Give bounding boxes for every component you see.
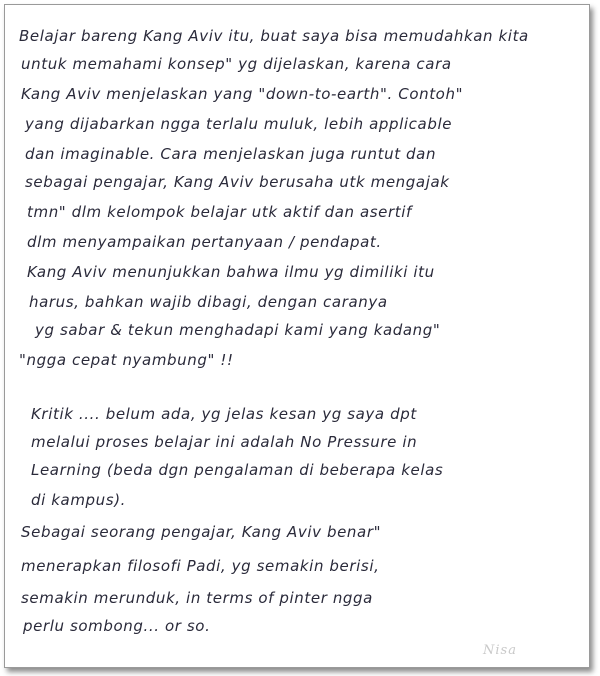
handwritten-note	[4, 4, 590, 668]
note-line: di kampus).	[31, 491, 127, 509]
note-line: untuk memahami konsep" yg dijelaskan, karena cara	[21, 55, 452, 73]
note-line: menerapkan filosofi Padi, yg semakin berisi,	[21, 557, 380, 575]
note-line: tmn" dlm kelompok belajar utk aktif dan asertif	[27, 203, 412, 221]
note-line: Kang Aviv menunjukkan bahwa ilmu yg dimiliki itu	[27, 263, 435, 281]
note-line: semakin merunduk, in terms of pinter ngga	[21, 589, 373, 607]
note-line: harus, bahkan wajib dibagi, dengan caranya	[29, 293, 388, 311]
note-line: Kang Aviv menjelaskan yang "down-to-earth". Contoh"	[21, 85, 464, 103]
note-line: perlu sombong... or so.	[23, 617, 211, 635]
note-line: yg sabar & tekun menghadapi kami yang kadang"	[35, 321, 441, 339]
note-line: dan imaginable. Cara menjelaskan juga runtut dan	[25, 145, 437, 163]
note-line: Learning (beda dgn pengalaman di beberapa kelas	[31, 461, 444, 479]
note-line: melalui proses belajar ini adalah No Pressure in	[31, 433, 418, 451]
note-line: Sebagai seorang pengajar, Kang Aviv benar"	[21, 523, 382, 541]
note-line: "ngga cepat nyambung" !!	[19, 351, 234, 369]
note-line: dlm menyampaikan pertanyaan / pendapat.	[27, 233, 382, 251]
signature: Nisa	[483, 643, 517, 658]
note-line: sebagai pengajar, Kang Aviv berusaha utk mengajak	[25, 173, 450, 191]
note-line: Kritik .... belum ada, yg jelas kesan yg saya dpt	[31, 405, 417, 423]
note-line: yang dijabarkan ngga terlalu muluk, lebih applicable	[25, 115, 453, 133]
note-line: Belajar bareng Kang Aviv itu, buat saya bisa memudahkan kita	[19, 27, 529, 45]
